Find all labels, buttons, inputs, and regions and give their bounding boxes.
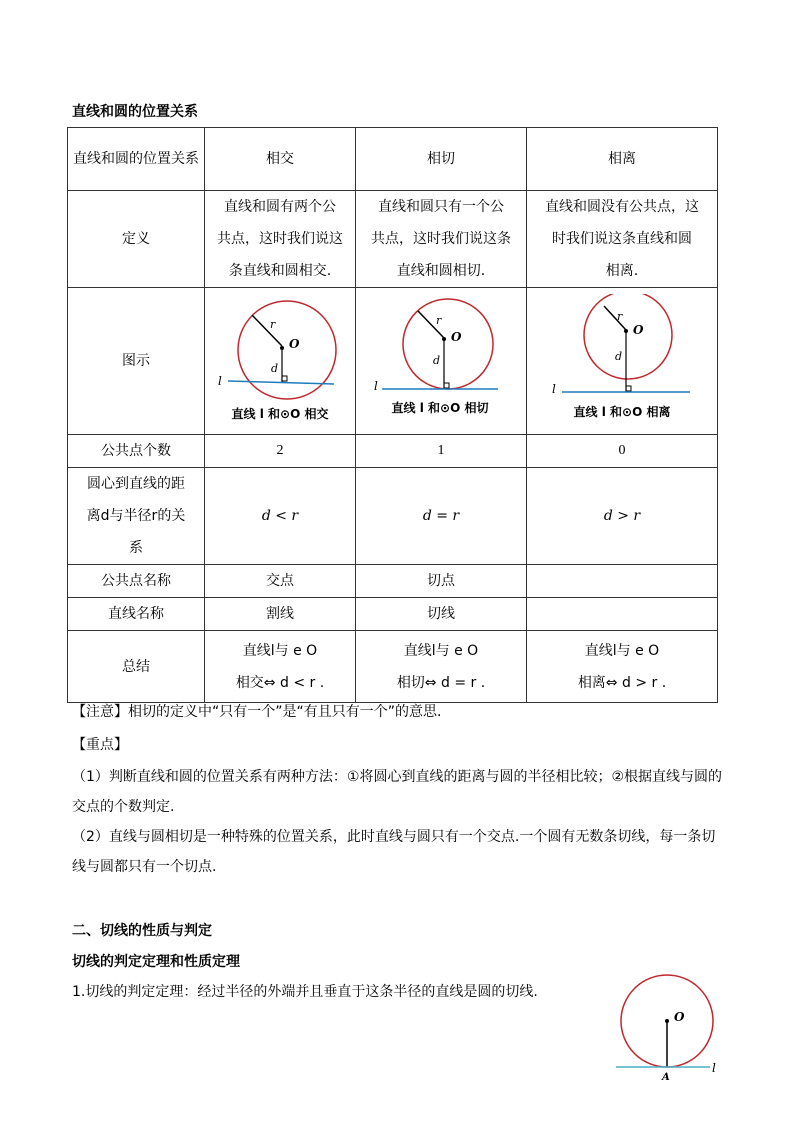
diagram-cell — [205, 288, 356, 435]
diagram-caption: 直线 l 和⊙O 相交 — [231, 406, 329, 421]
svg-text:r: r — [617, 309, 623, 323]
diagram-cell — [527, 288, 718, 435]
table-row — [68, 288, 718, 435]
tangent-figure — [614, 970, 724, 1085]
row-label: 圆心到直线的距 离d与半径r的关 系 — [68, 468, 205, 565]
intersect-diagram — [210, 294, 350, 429]
svg-text:l: l — [712, 1061, 716, 1075]
right-angle-mark — [282, 376, 287, 381]
svg-text:A: A — [662, 1072, 670, 1083]
key-title: 【重点】 — [72, 737, 128, 753]
relation-cell: d > r — [527, 468, 718, 565]
svg-text:l: l — [218, 373, 222, 388]
line-name-cell: 割线 — [205, 598, 356, 631]
table-row — [68, 128, 718, 191]
center-point — [665, 1019, 669, 1023]
diagram-caption: 直线 l 和⊙O 相离 — [573, 404, 671, 419]
svg-text:d: d — [433, 353, 441, 367]
table-row — [68, 435, 718, 468]
theorem-text: 1.切线的判定定理：经过半径的外端并且垂直于这条半径的直线是圆的切线. — [72, 984, 538, 1000]
radius-line — [252, 315, 282, 346]
summary-cell: 直线l与 e O 相切⇔ d = r . — [356, 631, 527, 703]
right-angle-mark — [444, 383, 449, 388]
circle — [584, 294, 672, 379]
relation-cell: d = r — [356, 468, 527, 565]
table-row — [68, 191, 718, 288]
separate-diagram — [542, 294, 702, 429]
header-cell: 相交 — [205, 128, 356, 191]
table-row — [68, 598, 718, 631]
count-cell: 2 — [205, 435, 356, 468]
table-row — [68, 468, 718, 565]
svg-text:d: d — [615, 349, 623, 363]
right-angle-mark — [626, 386, 631, 391]
row-label: 图示 — [68, 288, 205, 435]
header-cell: 相离 — [527, 128, 718, 191]
svg-text:r: r — [436, 313, 442, 327]
header-cell: 相切 — [356, 128, 527, 191]
count-cell: 1 — [356, 435, 527, 468]
tangent-diagram — [366, 294, 516, 429]
header-cell: 直线和圆的位置关系 — [68, 128, 205, 191]
row-label: 总结 — [68, 631, 205, 703]
svg-text:r: r — [270, 317, 276, 331]
radius-line — [604, 306, 626, 330]
point-name-cell: 交点 — [205, 565, 356, 598]
count-cell: 0 — [527, 435, 718, 468]
definition-cell: 直线和圆没有公共点，这 时我们说这条直线和圆 相离. — [527, 191, 718, 288]
summary-cell: 直线l与 e O 相离⇔ d > r . — [527, 631, 718, 703]
table-row — [68, 631, 718, 703]
key-point-1: （1）判断直线和圆的位置关系有两种方法：①将圆心到直线的距离与圆的半径相比较；②根据直线与圆的交点的个数判定. — [72, 769, 723, 815]
summary-cell: 直线l与 e O 相交⇔ d < r . — [205, 631, 356, 703]
row-label: 公共点个数 — [68, 435, 205, 468]
point-name-cell: 切点 — [356, 565, 527, 598]
section-title: 直线和圆的位置关系 — [72, 104, 198, 120]
svg-text:d: d — [271, 361, 279, 375]
circle — [403, 299, 493, 389]
point-name-cell — [527, 565, 718, 598]
row-label: 公共点名称 — [68, 565, 205, 598]
svg-text:O: O — [289, 336, 300, 351]
definition-cell: 直线和圆有两个公 共点，这时我们说这 条直线和圆相交. — [205, 191, 356, 288]
line-name-cell — [527, 598, 718, 631]
diagram-cell — [356, 288, 527, 435]
svg-text:O: O — [633, 322, 644, 337]
line-name-cell: 切线 — [356, 598, 527, 631]
position-relation-table — [67, 127, 718, 703]
section-heading: 二、切线的性质与判定 — [72, 923, 212, 939]
row-label: 定义 — [68, 191, 205, 288]
subsection-heading: 切线的判定定理和性质定理 — [72, 954, 240, 970]
svg-text:l: l — [552, 381, 556, 396]
table-row — [68, 565, 718, 598]
definition-cell: 直线和圆只有一个公 共点，这时我们说这条 直线和圆相切. — [356, 191, 527, 288]
relation-cell: d < r — [205, 468, 356, 565]
key-point-2: （2）直线与圆相切是一种特殊的位置关系，此时直线与圆只有一个交点.一个圆有无数条切线，每一条切线与圆都只有一个切点. — [72, 829, 716, 875]
note-text: 【注意】相切的定义中“只有一个”是“有且只有一个”的意思. — [72, 704, 442, 720]
diagram-caption: 直线 l 和⊙O 相切 — [391, 400, 489, 415]
line-l — [228, 381, 334, 384]
row-label: 直线名称 — [68, 598, 205, 631]
svg-text:O: O — [451, 329, 462, 344]
svg-text:l: l — [374, 378, 378, 393]
svg-text:O: O — [674, 1010, 685, 1024]
